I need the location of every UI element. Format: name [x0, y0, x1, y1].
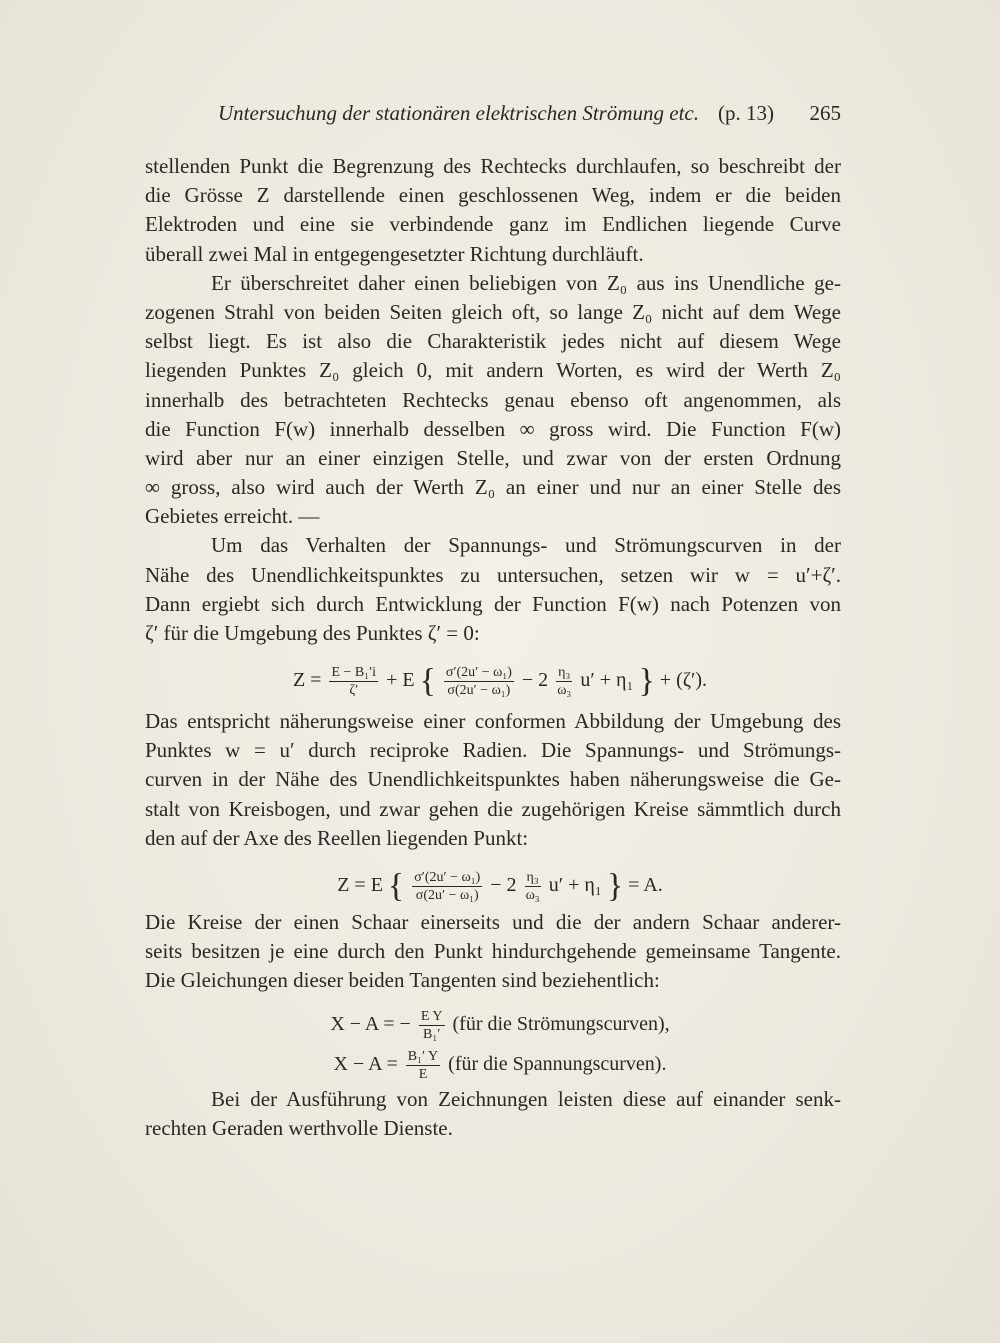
text-line: Gebietes erreicht. — [145, 504, 320, 529]
left-brace: { [387, 867, 405, 905]
fraction-denominator: ω₃ [557, 683, 572, 698]
formula-term: = A. [628, 874, 663, 897]
formula-tangent-current [0, 1008, 1000, 1043]
page-header [145, 101, 841, 131]
fraction [556, 664, 572, 699]
left-brace: { [419, 662, 436, 700]
formula-lhs: X − A = [333, 1053, 398, 1076]
formula-term: + (ζ′). [659, 669, 708, 692]
body-text-lower [145, 908, 841, 996]
right-brace: } [606, 867, 624, 905]
body-text-top [145, 152, 841, 648]
fraction-numerator: η₃ [558, 665, 571, 680]
fraction-numerator: E Y [420, 1009, 443, 1024]
fraction-denominator: σ(2u′ − ω₁) [447, 683, 511, 698]
fraction-numerator: σ′(2u′ − ω₁) [414, 870, 481, 885]
fraction [329, 664, 378, 699]
text-line: Die Gleichungen dieser beiden Tangenten sind beziehentlich: [145, 968, 660, 993]
text-line: liegenden Punktes Z₀ gleich 0, mit andern Worten, es wird der Werth Z₀ [145, 358, 841, 383]
text-line: den auf der Axe des Reellen liegenden Punkt: [145, 825, 529, 850]
formula-expansion [0, 664, 1000, 699]
text-line: Dann ergiebt sich durch Entwicklung der Function F(w) nach Potenzen von [145, 591, 841, 616]
body-text-middle [145, 707, 841, 853]
text-line: Um das Verhalten der Spannungs- und Strömungscurven in der [211, 533, 841, 558]
text-line: die Function F(w) innerhalb desselben ∞ gross wird. Die Function F(w) [145, 416, 841, 441]
formula-term: u′ + η₁ [548, 874, 602, 897]
formula-label: (für die Spannungscurven). [448, 1053, 667, 1076]
page-reference: (p. 13) [718, 101, 774, 125]
formula-lhs: Z = E [337, 874, 383, 897]
fraction-numerator: B₁′ Y [407, 1049, 439, 1064]
fraction [525, 869, 541, 904]
text-line: innerhalb des betrachteten Rechtecks genau ebenso oft angenommen, als [145, 387, 841, 412]
text-line: die Grösse Z darstellende einen geschlossenen Weg, indem er die beiden [145, 183, 841, 208]
text-line: wird aber nur an einer einzigen Stelle, und zwar von der ersten Ordnung [145, 445, 841, 470]
text-line: Das entspricht näherungsweise einer conformen Abbildung der Umgebung des [145, 709, 841, 733]
fraction [419, 1008, 445, 1043]
fraction-numerator: η₃ [526, 870, 539, 885]
text-line: stellenden Punkt die Begrenzung des Rechtecks durchlaufen, so beschreibt der [145, 154, 841, 178]
fraction [412, 869, 482, 904]
text-line: ζ′ für die Umgebung des Punktes ζ′ = 0: [145, 621, 480, 645]
formula-label: (für die Strömungscurven), [452, 1013, 670, 1036]
fraction [444, 664, 514, 699]
fraction-numerator: σ′(2u′ − ω₁) [445, 665, 512, 680]
formula-term: u′ + η₁ [580, 669, 634, 692]
text-line: Die Kreise der einen Schaar einerseits und die der andern Schaar anderer- [145, 910, 841, 934]
fraction [406, 1048, 440, 1083]
text-line: Punktes w = u′ durch reciproke Radien. Die Spannungs- und Strömungs- [145, 738, 841, 763]
text-line: seits besitzen je eine durch den Punkt hindurchgehende gemeinsame Tangente. [145, 939, 841, 964]
fraction-denominator: ω₃ [525, 888, 540, 903]
fraction-denominator: B₁′ [423, 1027, 441, 1042]
formula-lhs: Z = [292, 669, 322, 692]
running-title: Untersuchung der stationären elektrischen Strömung etc. [218, 101, 699, 125]
right-brace: } [638, 662, 655, 700]
text-line: ∞ gross, also wird auch der Werth Z₀ an einer und nur an einer Stelle des [145, 475, 841, 500]
formula-lhs: X − A = − [330, 1013, 411, 1036]
fraction-denominator: σ(2u′ − ω₁) [415, 888, 479, 903]
fraction-denominator: ζ′ [349, 683, 359, 698]
text-line: stalt von Kreisbogen, und zwar gehen die zugehörigen Kreise sämmtlich durch [145, 796, 841, 821]
page-number: 265 [809, 101, 841, 125]
text-line: rechten Geraden werthvolle Dienste. [145, 1116, 453, 1141]
text-line: curven in der Nähe des Unendlichkeitspunktes haben näherungsweise die Ge- [145, 767, 841, 792]
text-line: überall zwei Mal in entgegengesetzter Richtung durchläuft. [145, 241, 644, 266]
fraction-denominator: E [418, 1067, 428, 1082]
formula-term: − 2 [521, 669, 549, 692]
text-line: selbst liegt. Es ist also die Charakteristik jedes nicht auf diesem Wege [145, 329, 841, 354]
body-text-bottom [145, 1085, 841, 1143]
text-line: Er überschreitet daher einen beliebigen von Z₀ aus ins Unendliche ge- [211, 270, 841, 295]
fraction-numerator: E − B₁′i [331, 665, 377, 680]
formula-tangent-voltage [0, 1048, 1000, 1083]
formula-term: + E [386, 669, 415, 692]
text-line: zogenen Strahl von beiden Seiten gleich oft, so lange Z₀ nicht auf dem Wege [145, 299, 841, 324]
formula-term: − 2 [490, 874, 517, 897]
formula-point-a [0, 869, 1000, 904]
text-line: Nähe des Unendlichkeitspunktes zu untersuchen, setzen wir w = u′+ζ′. [145, 562, 841, 587]
text-line: Bei der Ausführung von Zeichnungen leisten diese auf einander senk- [211, 1087, 841, 1111]
text-line: Elektroden und eine sie verbindende ganz im Endlichen liegende Curve [145, 212, 841, 237]
